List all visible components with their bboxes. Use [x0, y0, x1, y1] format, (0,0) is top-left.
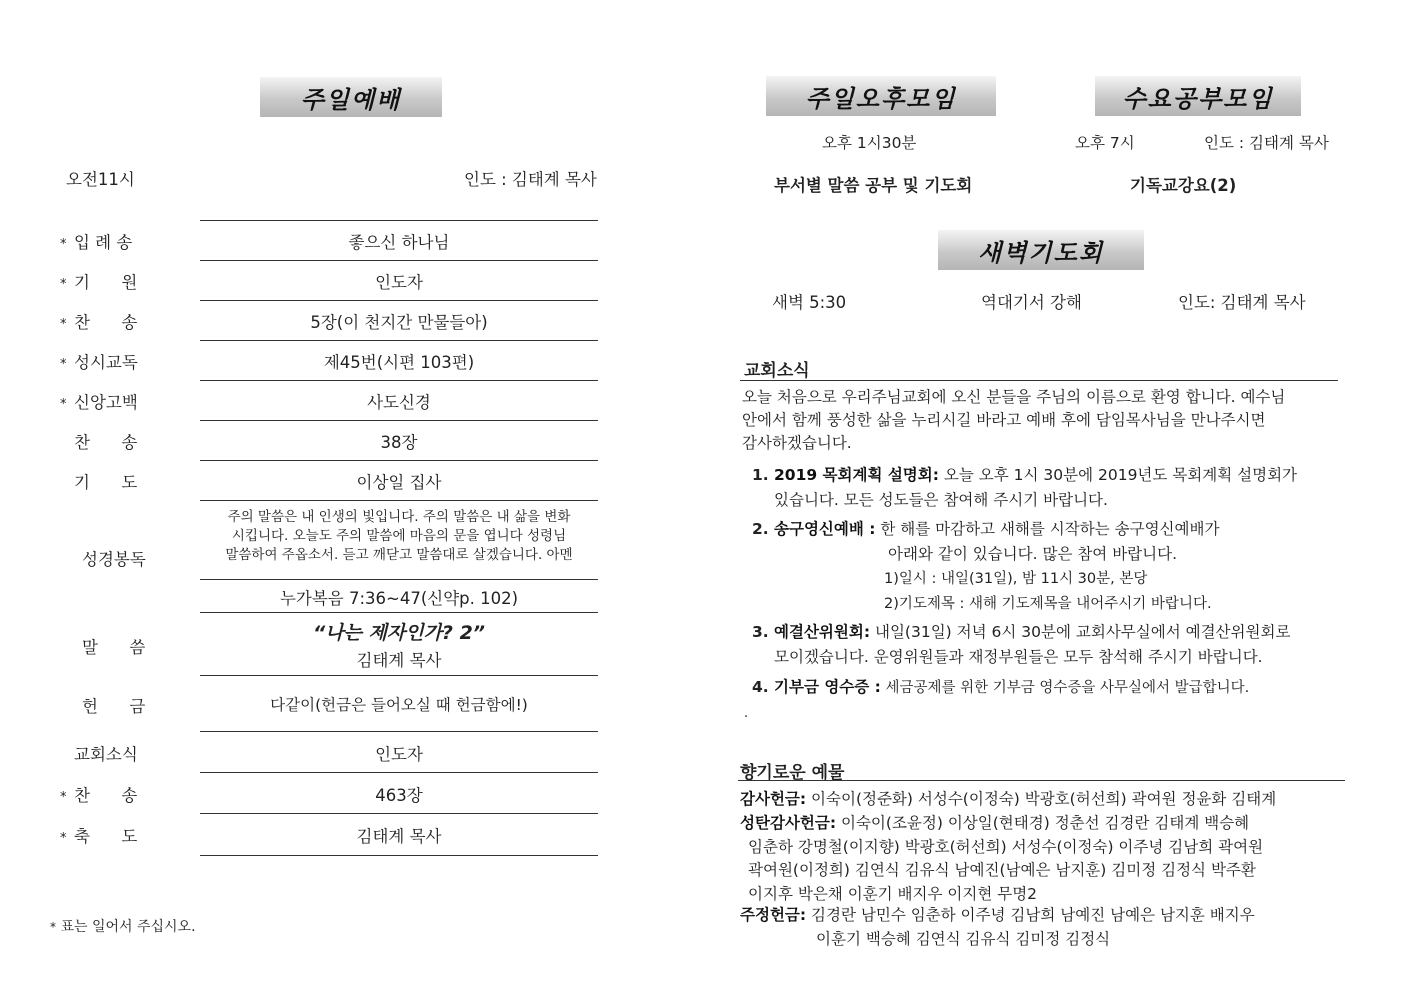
- order-label: * 성시교독: [60, 353, 138, 372]
- order-label: * 축 도: [60, 827, 138, 846]
- order-value: 인도자: [375, 745, 423, 764]
- scripture-label: 성경봉독: [82, 550, 146, 569]
- order-value: 좋으신 하나님: [348, 233, 450, 252]
- order-value: 사도신경: [367, 393, 431, 412]
- standing-star: *: [60, 790, 67, 805]
- divider-line: [200, 220, 598, 221]
- dawn-time: 새벽 5:30: [772, 293, 847, 312]
- order-row: [60, 741, 600, 765]
- order-value: 제45번(시편 103편): [323, 353, 475, 372]
- divider-line: [200, 460, 598, 461]
- gifts-divider: [738, 780, 1345, 781]
- standing-star: *: [60, 397, 67, 412]
- dawn-title: 새벽기도회: [978, 238, 1104, 267]
- weekly-offering: 주정헌금: 김경란 남민수 임춘하 이주녕 김남희 남예진 남예은 남지훈 배지우 이훈기 백승혜 김연식 김유식 김미정 김정식: [740, 906, 1255, 948]
- divider-line: [200, 380, 598, 381]
- order-label: 교회소식: [74, 745, 138, 764]
- sermon-title: “나는 제자인가? 2”: [312, 622, 486, 644]
- gifts-heading: 향기로운 예물: [740, 763, 845, 783]
- news-item: 4. 기부금 영수증 : 세금공제를 위한 기부금 영수증을 사무실에서 발급합니다.: [752, 678, 1250, 696]
- christmas-offering: 성탄감사헌금: 이숙이(조윤정) 이상일(현태경) 정춘선 김경란 김태계 백승혜 임춘하 강명철(이지향) 박광호(허선희) 서성수(이정숙) 이주녕 김남희 곽여원 곽여원(이정희) 김연식 김유식 남예진(남예은 남지훈) 김미정 김정식 박주환 이지후 박은채 이훈기 배지우 이지현 무명2: [740, 814, 1264, 903]
- wednesday-time: 오후 7시: [1075, 134, 1135, 152]
- order-row: [60, 309, 600, 333]
- dawn-title-banner: [938, 230, 1144, 270]
- divider-line: [200, 772, 598, 773]
- divider-line: [200, 612, 598, 613]
- order-row: [60, 269, 600, 293]
- order-row: [60, 429, 600, 453]
- divider-line: [200, 813, 598, 814]
- order-row: [60, 782, 600, 806]
- offering-label: 헌 금: [82, 697, 146, 716]
- order-label: * 기 원: [60, 273, 138, 292]
- news-heading: 교회소식: [744, 361, 810, 381]
- order-row: [60, 823, 600, 847]
- standing-star: *: [60, 831, 67, 846]
- wednesday-title: 수요공부모임: [1122, 84, 1274, 113]
- divider-line: [200, 500, 598, 501]
- thanks-offering: 감사헌금: 이숙이(정준화) 서성수(이정숙) 박광호(허선희) 곽여원 정윤화 김태계: [740, 790, 1277, 808]
- divider-line: [200, 731, 598, 732]
- worship-leader: 인도 : 김태계 목사: [464, 170, 597, 189]
- offering-value: 다같이(헌금은 들어오실 때 헌금함에!): [270, 696, 528, 714]
- footnote: * 표는 일어서 주십시오.: [50, 919, 196, 935]
- standing-star: *: [60, 357, 67, 372]
- divider-line: [200, 420, 598, 421]
- dawn-leader: 인도: 김태계 목사: [1178, 293, 1306, 312]
- divider-line: [200, 675, 598, 676]
- worship-time: 오전11시: [66, 170, 135, 189]
- news-item: 3. 예결산위원회: 내일(31일) 저녁 6시 30분에 교회사무실에서 예결산위원회로 모이겠습니다. 운영위원들과 재정부원들은 모두 참석해 주시기 바랍니다.: [752, 623, 1291, 666]
- standing-star: *: [50, 920, 56, 934]
- afternoon-title-banner: [766, 76, 996, 116]
- afternoon-time: 오후 1시30분: [822, 134, 917, 152]
- divider-line: [200, 260, 598, 261]
- order-value: 인도자: [375, 273, 423, 292]
- order-row: [60, 229, 600, 253]
- worship-title: 주일예배: [300, 85, 402, 114]
- order-row: [60, 389, 600, 413]
- order-value: 5장(이 천지간 만물들아): [310, 313, 488, 332]
- order-value: 38장: [380, 433, 418, 452]
- order-label: * 찬 송: [60, 786, 138, 805]
- afternoon-desc: 부서별 말씀 공부 및 기도회: [774, 176, 973, 195]
- order-row: [60, 469, 600, 493]
- standing-star: *: [60, 277, 67, 292]
- standing-star: *: [60, 317, 67, 332]
- wednesday-leader: 인도 : 김태계 목사: [1204, 134, 1329, 152]
- wednesday-title-banner: [1095, 76, 1301, 116]
- dawn-desc: 역대기서 강해: [981, 293, 1082, 312]
- news-item: 2. 송구영신예배 : 한 해를 마감하고 새해를 시작하는 송구영신예배가 아래와 같이 있습니다. 많은 참여 바랍니다. 1)일시 : 내일(31일), 밤 11시 30분, 본당 2)기도제목 : 새해 기도제목을 내어주시기 바랍니다.: [752, 520, 1220, 612]
- standing-star: *: [60, 237, 67, 252]
- order-value: 463장: [375, 786, 423, 805]
- order-row: [60, 349, 600, 373]
- divider-line: [200, 855, 598, 856]
- divider-line: [200, 300, 598, 301]
- order-value: 김태계 목사: [356, 827, 442, 846]
- order-label: * 입 례 송: [60, 233, 133, 252]
- news-item: 1. 2019 목회계획 설명회: 오늘 오후 1시 30분에 2019년도 목회계획 설명회가 있습니다. 모든 성도들은 참여해 주시기 바랍니다.: [752, 466, 1298, 509]
- worship-title-banner: [260, 77, 442, 117]
- order-value: 이상일 집사: [356, 473, 442, 492]
- order-label: * 찬 송: [60, 313, 138, 332]
- wednesday-desc: 기독교강요(2): [1130, 176, 1237, 195]
- divider-line: [200, 579, 598, 580]
- scripture-prayer: 주의 말씀은 내 인생의 빛입니다. 주의 말씀은 내 삶을 변화 시킵니다. 오늘도 주의 말씀에 마음의 문을 엽니다 성령님 말씀하여 주옵소서. 듣고 깨닫고 말씀대로 살겠습니다. 아멘: [225, 509, 573, 563]
- sermon-preacher: 김태계 목사: [356, 651, 442, 670]
- order-label: * 신앙고백: [60, 393, 138, 412]
- news-intro: 오늘 처음으로 우리주님교회에 오신 분들을 주님의 이름으로 환영 합니다. 예수님 안에서 함께 풍성한 삶을 누리시길 바라고 예배 후에 담임목사님을 만나주시면 감사하겠습니다.: [742, 388, 1286, 452]
- order-label: 찬 송: [74, 433, 138, 452]
- divider-line: [200, 340, 598, 341]
- order-label: 기 도: [74, 473, 138, 492]
- news-divider: [740, 380, 1338, 381]
- news-dot: .: [744, 706, 749, 721]
- scripture-reference: 누가복음 7:36~47(신약p. 102): [279, 589, 519, 608]
- afternoon-title: 주일오후모임: [805, 84, 957, 113]
- sermon-label: 말 씀: [82, 638, 146, 657]
